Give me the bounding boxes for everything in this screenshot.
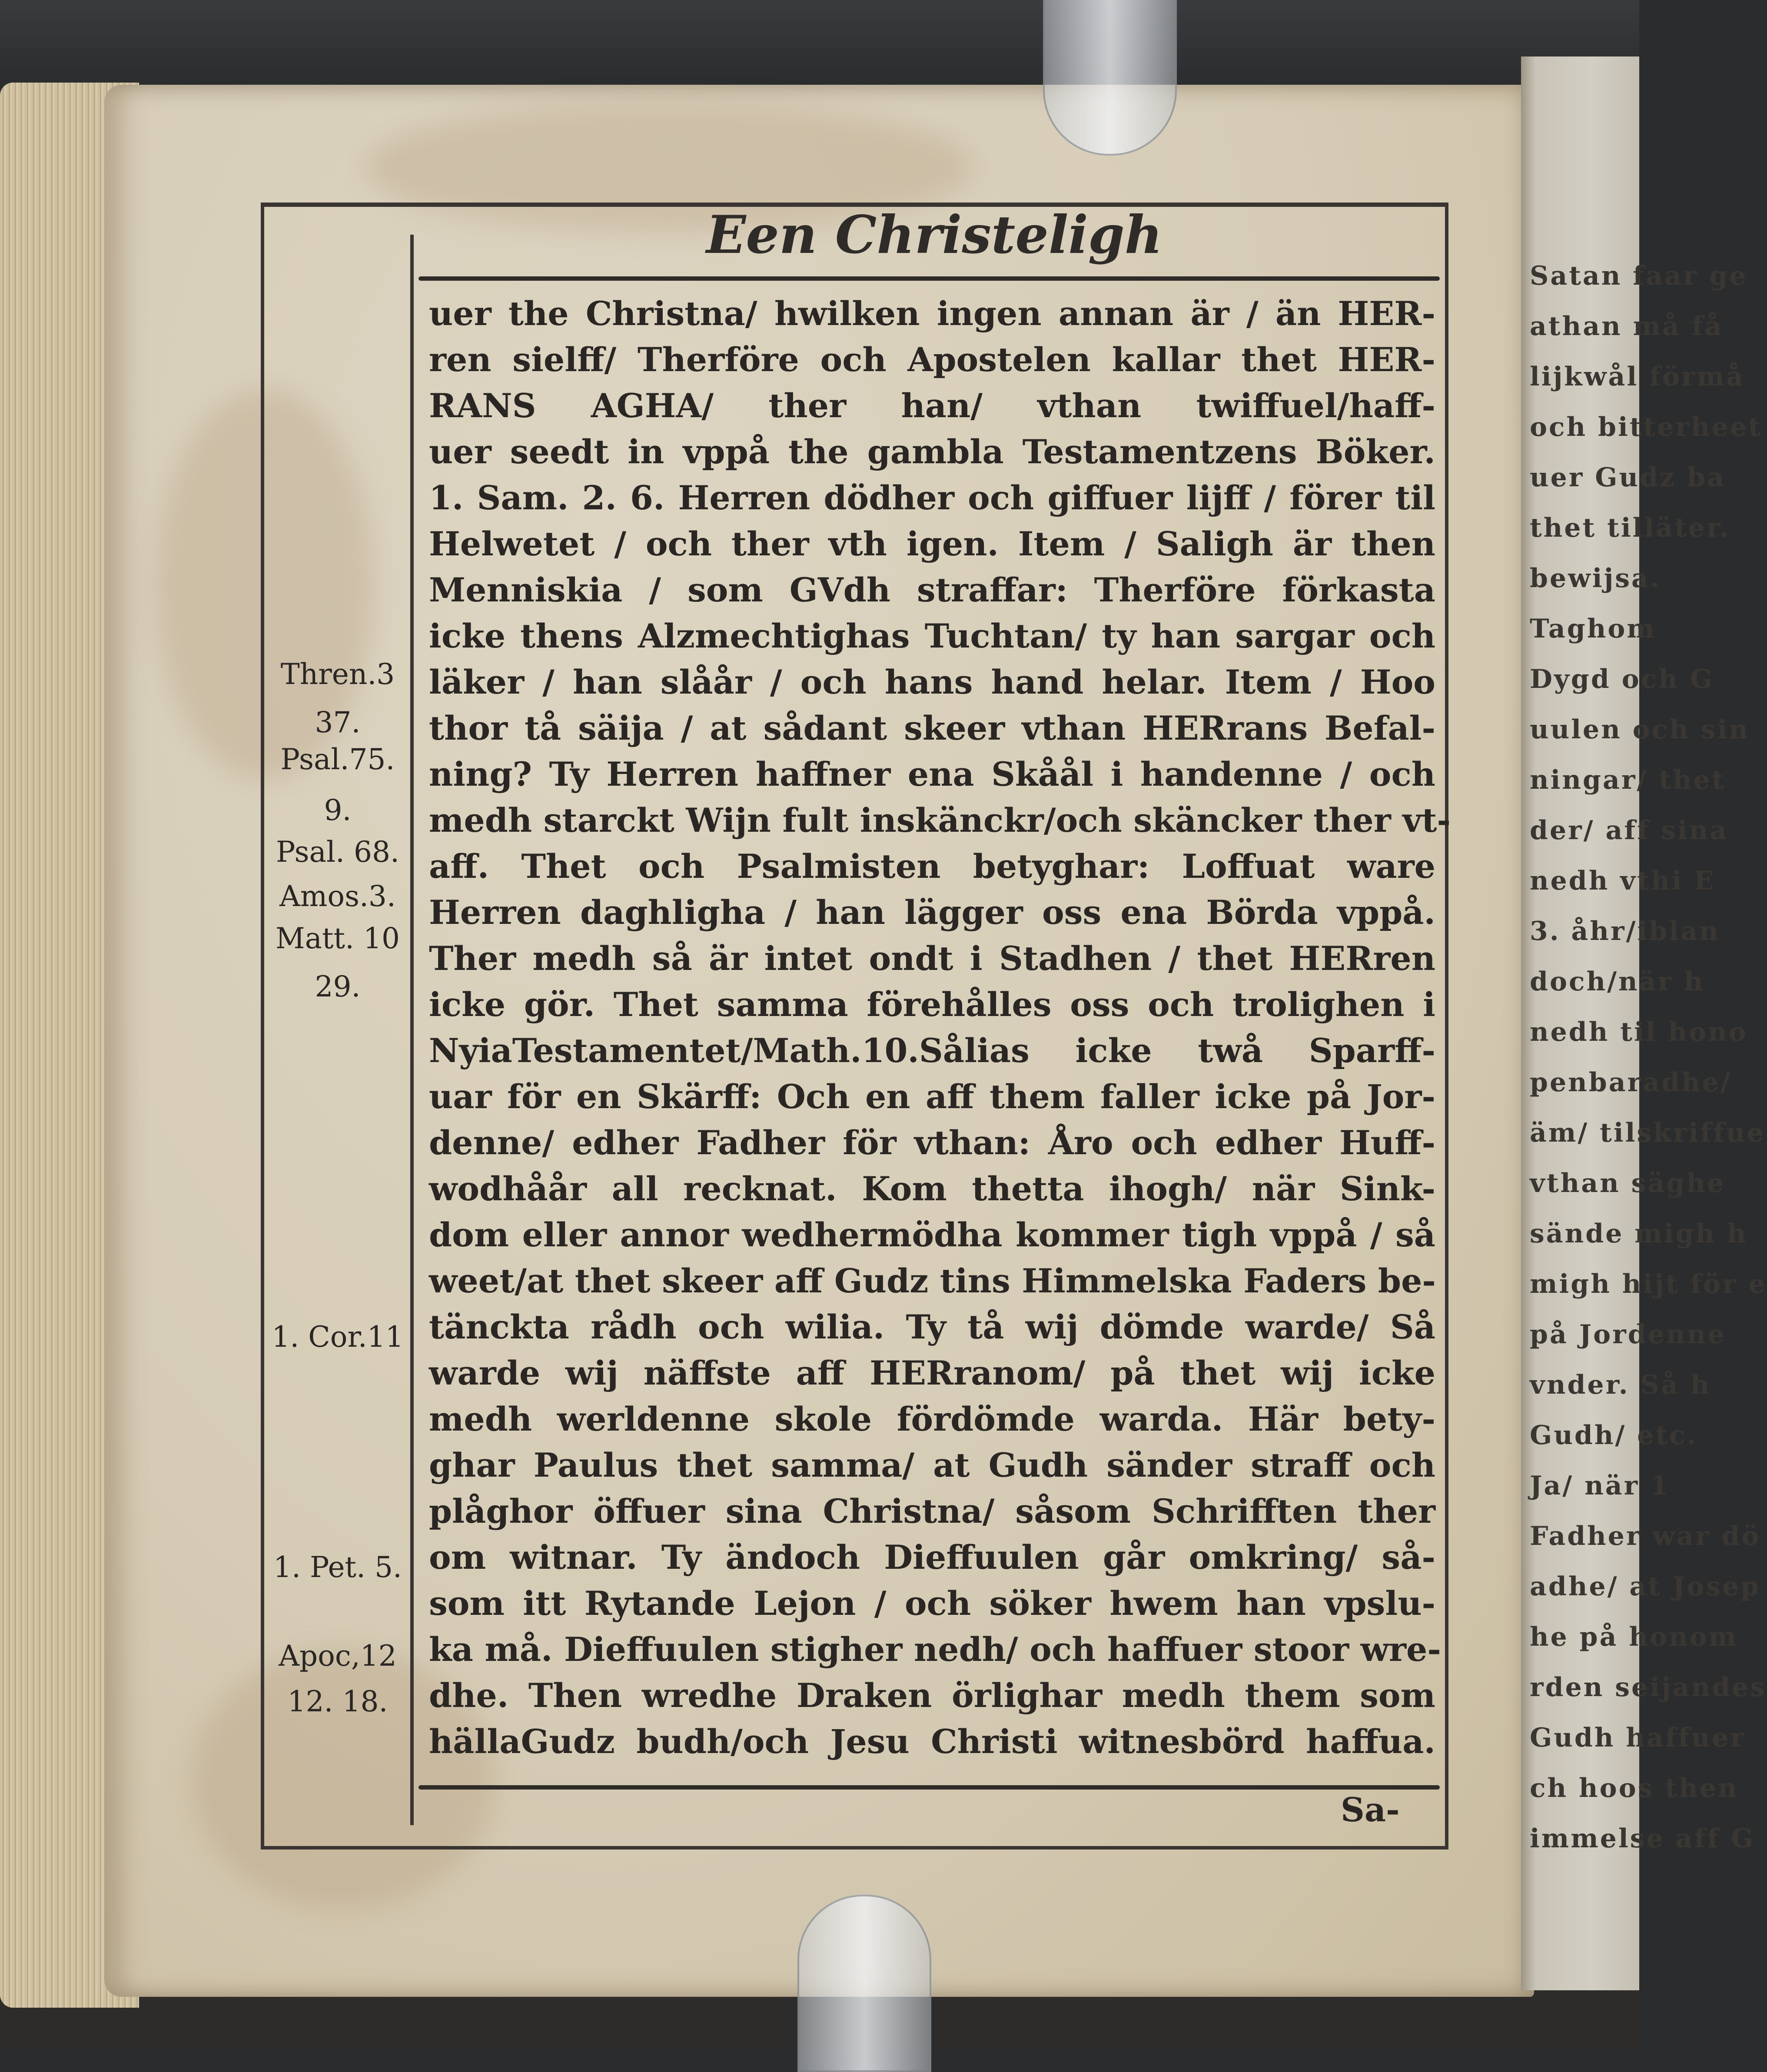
facing-page-line: Ja/ när 1 [1530, 1471, 1670, 1501]
facing-page-line: athan må få [1530, 311, 1724, 342]
text-line: aff. Thet och Psalmisten betyghar: Loffuat ware [429, 847, 1435, 886]
text-line: medh werldenne skole fördömde warda. Här bety- [429, 1400, 1435, 1438]
facing-page-line: vnder. Så h [1530, 1370, 1711, 1400]
facing-page-line: Taghom [1530, 614, 1656, 644]
facing-page-line: 3. åhr/iblan [1530, 916, 1720, 946]
text-line: uer seedt in vppå the gambla Testamentzens Böker. [429, 432, 1435, 471]
facing-page-line: och bitterheet [1530, 412, 1762, 442]
text-line: uer the Christna/ hwilken ingen annan är / än HER- [429, 294, 1435, 333]
facing-page-line: he på honom [1530, 1622, 1738, 1652]
page-clip-bottom [797, 1895, 931, 2072]
text-line: Ther medh så är intet ondt i Stadhen / thet HERren [429, 939, 1435, 978]
margin-note: Apoc,12 [279, 1639, 397, 1673]
margin-note: 37. [315, 706, 361, 739]
facing-page-line: immelse aff G [1530, 1823, 1755, 1854]
text-line: ghar Paulus thet samma/ at Gudh sänder straff och [429, 1446, 1435, 1484]
facing-page-line: thet tilläter. [1530, 513, 1730, 543]
margin-note: Psal. 68. [276, 835, 399, 869]
text-line: wodhåår all recknat. Kom thetta ihogh/ när Sink- [429, 1169, 1435, 1208]
margin-note: Amos.3. [279, 880, 396, 913]
text-line: thor tå säija / at sådant skeer vthan HERrans Befal- [429, 709, 1435, 747]
catchword: Sa- [1341, 1790, 1400, 1829]
facing-page-line: rden seijandes [1530, 1672, 1767, 1703]
facing-page-line: nedh vthi E [1530, 866, 1716, 896]
text-line: RANS AGHA/ ther han/ vthan twiffuel/haff- [429, 386, 1435, 425]
text-line: ren sielff/ Therföre och Apostelen kallar thet HER- [429, 340, 1435, 379]
facing-page-line: bewijsa. [1530, 563, 1661, 594]
facing-page-line: adhe/ at Josep [1530, 1571, 1761, 1602]
text-line: Helwetet / och ther vth igen. Item / Saligh är then [429, 525, 1435, 563]
text-line: om witnar. Ty ändoch Dieffuulen går omkring/ så- [429, 1538, 1435, 1577]
facing-page-line: Satan faar ge [1530, 261, 1748, 291]
margin-note: 9. [324, 794, 352, 827]
text-line: icke thens Alzmechtighas Tuchtan/ ty han sargar och [429, 617, 1435, 655]
facing-page [1521, 56, 1767, 1990]
margin-note: 29. [315, 970, 361, 1003]
facing-page-line: nedh til hono [1530, 1017, 1748, 1047]
text-line: som itt Rytande Lejon / och söker hwem han vpslu- [429, 1584, 1435, 1623]
page-clip-top [1043, 0, 1177, 156]
facing-page-line: Gudh haffuer [1530, 1723, 1746, 1753]
text-line: 1. Sam. 2. 6. Herren dödher och giffuer lijff / förer til [429, 478, 1435, 517]
facing-page-line: migh hijt för e [1530, 1269, 1767, 1299]
facing-page-line: der/ aff sina [1530, 815, 1728, 846]
text-line: tänckta rådh och wilia. Ty tå wij dömde warde/ Så [429, 1308, 1435, 1346]
running-head: Een Christeligh [706, 204, 1163, 266]
facing-page-line: äm/ tilskriffue [1530, 1118, 1765, 1148]
text-line: medh starckt Wijn fult inskänckr/och skäncker ther vt- [429, 801, 1451, 840]
margin-note: Thren.3 [280, 657, 395, 691]
facing-page-line: Dygd och G [1530, 664, 1714, 694]
margin-note: Matt. 10 [276, 922, 400, 955]
facing-page-line: sände migh h [1530, 1219, 1748, 1249]
text-line: dom eller annor wedhermödha kommer tigh vppå / så [429, 1215, 1435, 1254]
facing-page-line: ningar/ thet [1530, 765, 1726, 795]
background-top [0, 0, 1639, 91]
facing-page-line: på Jordenne [1530, 1319, 1726, 1350]
text-line: plåghor öffuer sina Christna/ såsom Schrifften ther [429, 1492, 1435, 1531]
margin-divider [410, 235, 414, 1825]
text-line: icke gör. Thet samma förehålles oss och trolighen i [429, 985, 1435, 1024]
header-rule [418, 276, 1440, 281]
footer-rule [418, 1785, 1440, 1790]
text-line: dhe. Then wredhe Draken örlighar medh them som [429, 1676, 1435, 1715]
text-line: NyiaTestamentet/Math.10.Sålias icke twå Sparff- [429, 1031, 1435, 1070]
text-line: hällaGudz budh/och Jesu Christi witnesbörd haffua. [429, 1722, 1435, 1761]
margin-note: Psal.75. [280, 743, 395, 776]
margin-note: 1. Pet. 5. [273, 1551, 402, 1584]
facing-page-line: doch/när h [1530, 966, 1705, 997]
facing-page-line: Fadher war dö [1530, 1521, 1761, 1551]
margin-note: 12. 18. [287, 1685, 388, 1718]
margin-note: 1. Cor.11 [272, 1320, 404, 1354]
facing-page-line: ch hoos then [1530, 1773, 1739, 1803]
text-line: denne/ edher Fadher för vthan: Åro och edher Huff- [429, 1123, 1435, 1162]
facing-page-line: uulen och sin [1530, 714, 1750, 745]
text-line: Herren daghligha / han lägger oss ena Börda vppå. [429, 893, 1435, 932]
facing-page-line: lijkwål förmå [1530, 362, 1745, 392]
facing-page-line: uer Gudz ba [1530, 462, 1726, 493]
facing-page-line: Gudh/ etc. [1530, 1420, 1698, 1451]
text-line: läker / han slåår / och hans hand helar. Item / Hoo [429, 663, 1435, 701]
text-line: ka må. Dieffuulen stigher nedh/ och haffuer stoor wre- [429, 1630, 1441, 1669]
facing-page-line: penbaradhe/ [1530, 1067, 1732, 1098]
facing-page-line: vthan säghe [1530, 1168, 1725, 1199]
text-line: ning? Ty Herren haffner ena Skåål i handenne / och [429, 755, 1435, 794]
text-line: warde wij näffste aff HERranom/ på thet wij icke [429, 1354, 1435, 1392]
text-line: weet/at thet skeer aff Gudz tins Himmelska Faders be- [429, 1262, 1436, 1300]
text-line: uar för en Skärff: Och en aff them faller icke på Jor- [429, 1077, 1435, 1116]
text-line: Menniskia / som GVdh straffar: Therföre förkasta [429, 571, 1435, 609]
